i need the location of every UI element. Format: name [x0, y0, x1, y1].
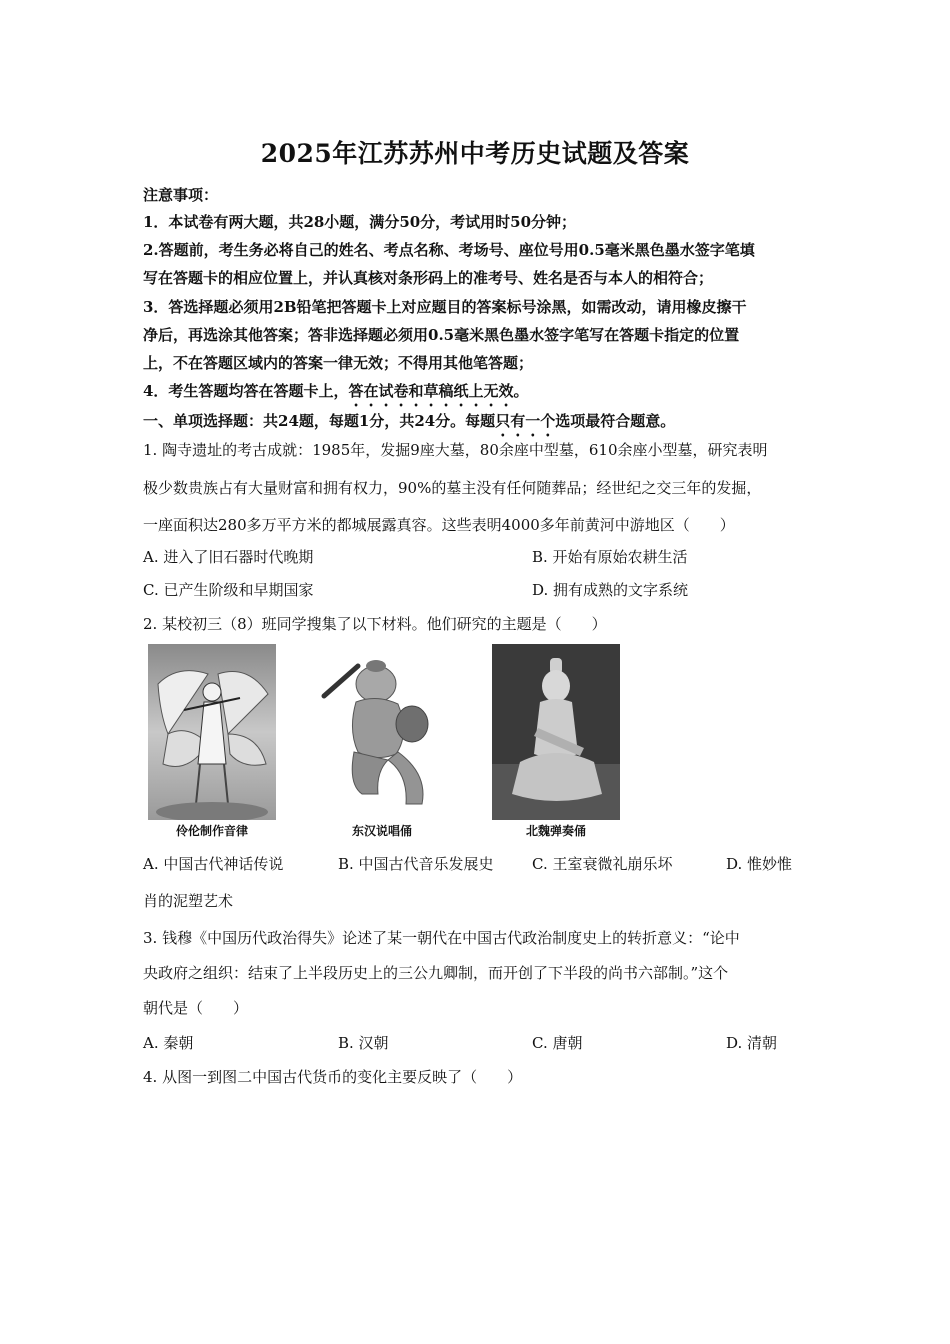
q2-option-d-continued: 肖的泥塑艺术: [143, 892, 234, 910]
q3-option-c: C. 唐朝: [532, 1034, 583, 1052]
q2-option-c: C. 王室衰微礼崩乐坏: [532, 855, 673, 873]
section-1-heading-c: 选项最符合题意。: [555, 412, 676, 430]
section-1-heading-a: 一、单项选择题：共24题，每题1分，共24分。每题: [143, 412, 496, 430]
q2-caption-2: 东汉说唱俑: [351, 824, 412, 838]
q2-caption-1: 伶伦制作音律: [175, 824, 248, 838]
q2-option-a: A. 中国古代神话传说: [143, 855, 284, 873]
q1-option-a: A. 进入了旧石器时代晚期: [143, 548, 314, 566]
q2-stem: 2. 某校初三（8）班同学搜集了以下材料。他们研究的主题是（ ）: [143, 615, 607, 633]
section-1-heading: [143, 410, 811, 440]
section-1-heading-emphasis: 只有一个: [495, 412, 556, 430]
notice-item-3-line-3: 上，不在答题区域内的答案一律无效；不得用其他笔答题；: [143, 354, 534, 372]
notice-item-2-line-2: 写在答题卡的相应位置上，并认真核对条形码上的准考号、姓名是否与本人的相符合；: [143, 269, 714, 287]
notice-item-4-emphasis: 答在试卷和草稿纸上无效: [348, 382, 514, 400]
q1-option-d: D. 拥有成熟的文字系统: [532, 581, 689, 599]
q2-image-beiwei-musician: [492, 644, 620, 820]
notice-item-4: [143, 380, 811, 410]
q2-image-donghan-storyteller: [318, 644, 446, 820]
notice-item-4-a: 4．考生答题均答在答题卡上，: [143, 382, 349, 400]
notice-heading: 注意事项：: [143, 186, 219, 204]
q3-option-b: B. 汉朝: [338, 1034, 389, 1052]
q3-stem-line-1: 3. 钱穆《中国历代政治得失》论述了某一朝代在中国古代政治制度史上的转折意义：“论中: [143, 929, 740, 947]
q1-stem-line-1: 1. 陶寺遗址的考古成就：1985年，发掘9座大墓，80余座中型墓，610余座小型墓，研究表明: [143, 441, 768, 459]
q2-option-d: D. 惟妙惟: [726, 855, 793, 873]
q3-stem-line-2: 央政府之组织：结束了上半段历史上的三公九卿制，而开创了下半段的尚书六部制。”这个: [143, 964, 729, 982]
q3-option-d: D. 清朝: [726, 1034, 778, 1052]
q2-option-b: B. 中国古代音乐发展史: [338, 855, 494, 873]
page-title: 2025年江苏苏州中考历史试题及答案: [260, 139, 690, 168]
q1-option-b: B. 开始有原始农耕生活: [532, 548, 688, 566]
notice-item-4-c: 。: [513, 382, 529, 400]
q4-stem: 4. 从图一到图二中国古代货币的变化主要反映了（ ）: [143, 1068, 523, 1086]
q1-stem-line-2: 极少数贵族占有大量财富和拥有权力，90%的墓主没有任何随葬品；经世纪之交三年的发掘，: [143, 479, 762, 497]
q1-stem-line-3: 一座面积达280多万平方米的都城展露真容。这些表明4000多年前黄河中游地区（ ）: [143, 516, 735, 534]
notice-item-3-line-1: 3．答选择题必须用2B铅笔把答题卡上对应题目的答案标号涂黑，如需改动，请用橡皮擦干: [143, 298, 747, 316]
notice-item-3-line-2: 净后，再选涂其他答案；答非选择题必须用0.5毫米黑色墨水签字笔写在答题卡指定的位置: [143, 326, 740, 344]
q3-option-a: A. 秦朝: [143, 1034, 194, 1052]
q1-option-c: C. 已产生阶级和早期国家: [143, 581, 314, 599]
q2-caption-3: 北魏弹奏俑: [525, 824, 586, 838]
notice-item-1: 1．本试卷有两大题，共28小题，满分50分，考试用时50分钟；: [143, 213, 577, 231]
q3-stem-line-3: 朝代是（ ）: [143, 999, 249, 1017]
notice-item-2-line-1: 2.答题前，考生务必将自己的姓名、考点名称、考场号、座位号用0.5毫米黑色墨水签字笔填: [143, 241, 755, 259]
q2-image-linglun-figure: [148, 644, 276, 820]
